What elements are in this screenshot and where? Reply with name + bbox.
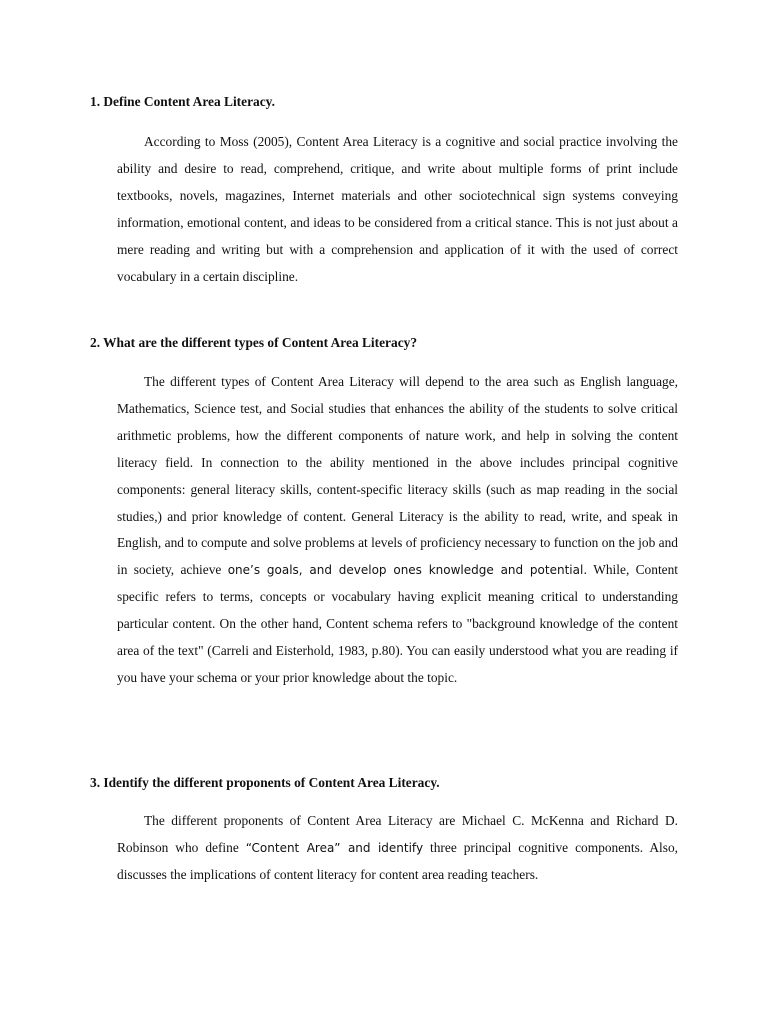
section-3-heading: 3. Identify the different proponents of Content Area Literacy. bbox=[90, 775, 440, 790]
section-3-text-c: three principal cognitive components. Also, discusses the implications of content literacy for content area reading teachers. bbox=[117, 839, 678, 882]
section-2-paragraph bbox=[117, 369, 678, 692]
section-3-text-a: The different proponents of Content Area Literacy are Michael C. McKenna and Richard D. Robinson who define bbox=[117, 813, 678, 855]
section-2-text-a: The different types of Content Area Literacy will depend to the area such as English language, Mathematics, Science test, and Social studies that enhances the ability of the students to solve critical arithmetic problems, how the different components of nature work, and help in solving the content literacy field. In connection to the ability mentioned in the above includes principal cognitive components: general literacy skills, content-specific literacy skills (such as map reading in the social studies,) and prior knowledge of content. General Literacy is the ability to read, write, and speak in English, and to compute and solve problems at levels of proficiency necessary to function on the job and in society, achieve bbox=[117, 374, 678, 578]
section-3-paragraph bbox=[117, 808, 678, 889]
section-1-paragraph: According to Moss (2005), Content Area Literacy is a cognitive and social practice involving the ability and desire to read, comprehend, critique, and write about multiple forms of print include textbooks, novels, magazines, Internet materials and other sociotechnical sign systems conveying information, emotional content, and ideas to be considered from a critical stance. This is not just about a mere reading and writing but with a comprehension and application of it with the used of correct vocabulary in a certain discipline. bbox=[117, 134, 678, 284]
section-1-heading: 1. Define Content Area Literacy. bbox=[90, 94, 275, 109]
section-2-text-b: one’s goals, and develop ones knowledge and potential. bbox=[227, 563, 588, 578]
section-2-text-c: While, Content specific refers to terms, concepts or vocabulary having explicit meaning critical to understanding particular content. On the other hand, Content schema refers to "background knowledge of the content area of the text" (Carreli and Eisterhold, 1983, p.80). You can easily understood what you are reading if you have your schema or your prior knowledge about the topic. bbox=[117, 562, 679, 685]
section-2-heading: 2. What are the different types of Content Area Literacy? bbox=[90, 335, 418, 350]
section-3-text-b: “Content Area” and identify bbox=[245, 840, 424, 855]
